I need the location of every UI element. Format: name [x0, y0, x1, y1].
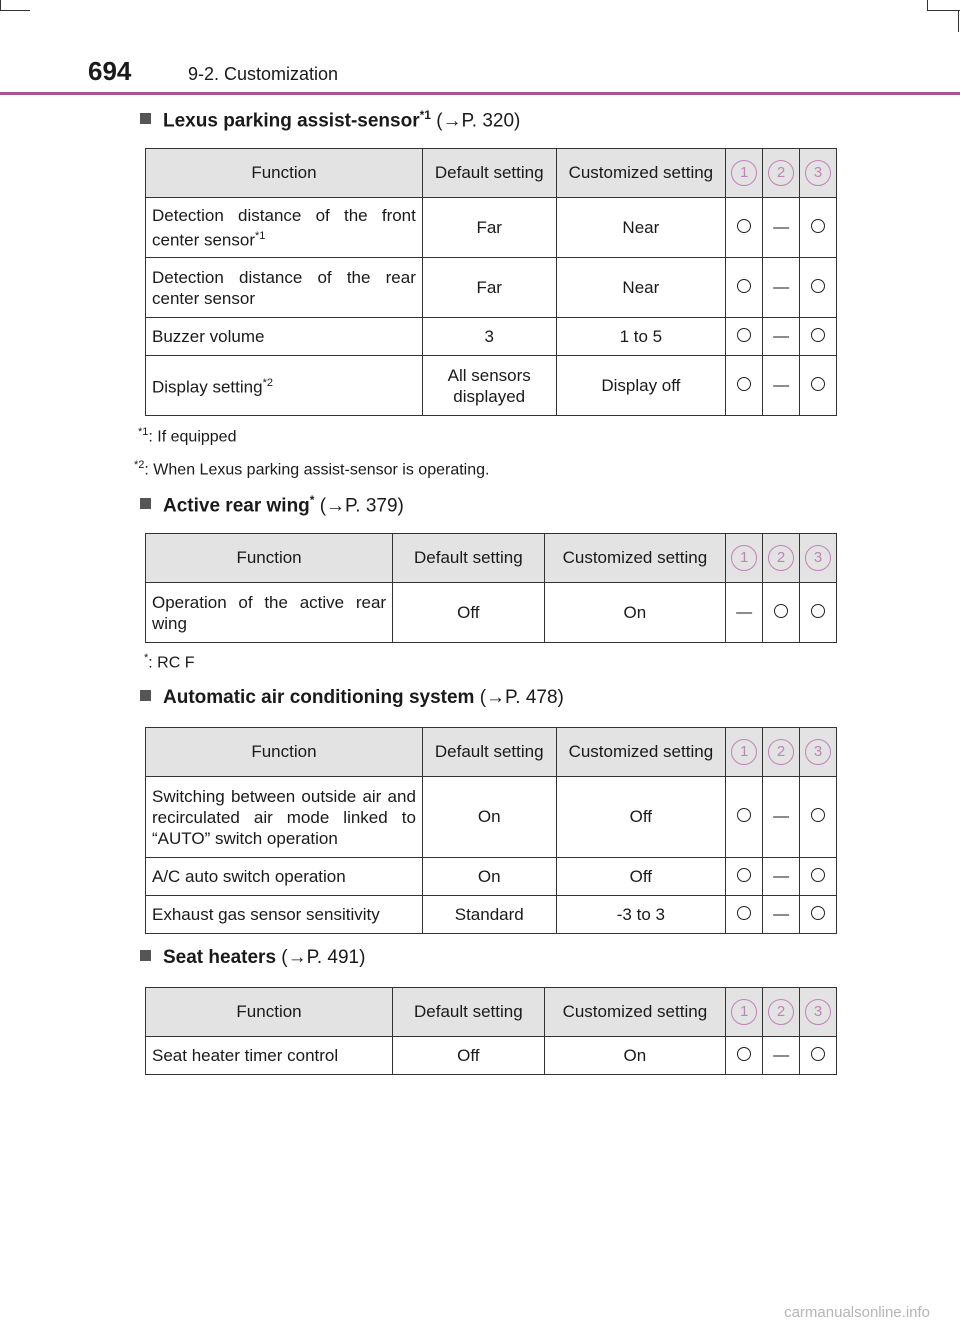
mark-cell [800, 777, 837, 858]
circled-number-2: 2 [768, 160, 794, 186]
table-header-row [146, 728, 837, 777]
circle-mark [811, 868, 825, 882]
mark-cell [800, 258, 837, 318]
heading-text: Lexus parking assist-sensor [163, 110, 420, 132]
col-default: Default setting [393, 534, 545, 583]
heading-sup: * [309, 493, 315, 507]
heading-bullet [140, 113, 151, 124]
col-3 [800, 988, 837, 1037]
custom-cell: On [544, 583, 726, 643]
table-header-row [146, 534, 837, 583]
default-cell: Off [393, 583, 545, 643]
heading-sup: *1 [419, 108, 431, 122]
mark-cell: — [763, 356, 800, 416]
col-function: Function [146, 728, 423, 777]
heading-bullet [140, 498, 151, 509]
heading-ref: (→P. 478) [479, 687, 564, 708]
mark-cell: — [763, 318, 800, 356]
heading-bullet [140, 690, 151, 701]
table-air-conditioning [145, 727, 837, 934]
footnote-mark: *2 [134, 459, 145, 471]
circled-number-2: 2 [768, 545, 794, 571]
circle-mark [811, 1047, 825, 1061]
mark-cell [800, 356, 837, 416]
circled-number-1: 1 [731, 160, 757, 186]
table-seat-heaters [145, 987, 837, 1075]
default-cell: Far [422, 198, 556, 258]
mark-cell [800, 1037, 837, 1075]
default-cell: Far [422, 258, 556, 318]
col-3 [800, 149, 837, 198]
mark-cell [726, 858, 763, 896]
mark-cell [800, 198, 837, 258]
heading-ref: (→P. 491) [281, 947, 366, 968]
col-custom: Customized setting [556, 728, 726, 777]
mark-cell: — [726, 583, 763, 643]
col-2 [763, 149, 800, 198]
circle-mark [811, 328, 825, 342]
custom-cell: Display off [556, 356, 726, 416]
col-function: Function [146, 988, 393, 1037]
mark-cell: — [763, 198, 800, 258]
mark-cell: — [763, 1037, 800, 1075]
mark-cell: — [763, 777, 800, 858]
circle-mark [737, 219, 751, 233]
table-row [146, 896, 837, 934]
function-cell: Operation of the active rear wing [146, 583, 393, 643]
table-rear-wing [145, 533, 837, 643]
mark-cell [726, 896, 763, 934]
custom-cell: On [544, 1037, 726, 1075]
default-cell: 3 [422, 318, 556, 356]
function-cell: Buzzer volume [146, 318, 423, 356]
custom-cell: Off [556, 858, 726, 896]
footnote-1 [138, 426, 236, 446]
mark-cell: — [763, 896, 800, 934]
circle-mark [737, 1047, 751, 1061]
table-header-row [146, 149, 837, 198]
col-function: Function [146, 534, 393, 583]
footnote-mark: * [144, 652, 149, 664]
col-2 [763, 534, 800, 583]
table-row [146, 258, 837, 318]
mark-cell [800, 583, 837, 643]
footnote-mark: *1 [138, 426, 149, 438]
circle-mark [737, 868, 751, 882]
table-parking-assist [145, 148, 837, 416]
circled-number-1: 1 [731, 999, 757, 1025]
header-rule [0, 92, 960, 95]
page-header [0, 0, 960, 96]
table-row [146, 198, 837, 258]
heading-rear-wing [140, 493, 404, 517]
table-row [146, 356, 837, 416]
footnote-2 [134, 459, 489, 479]
circle-mark [737, 377, 751, 391]
heading-text: Active rear wing [163, 495, 310, 517]
circle-mark [737, 328, 751, 342]
default-cell: Standard [422, 896, 556, 934]
circled-number-1: 1 [731, 739, 757, 765]
mark-cell [726, 318, 763, 356]
default-cell: On [422, 858, 556, 896]
circle-mark [811, 808, 825, 822]
circled-number-2: 2 [768, 999, 794, 1025]
circle-mark [811, 906, 825, 920]
footnote-text: : RC F [148, 654, 195, 672]
footnote-3 [144, 652, 195, 672]
table-row [146, 777, 837, 858]
mark-cell [800, 858, 837, 896]
circle-mark [811, 377, 825, 391]
table-row [146, 1037, 837, 1075]
function-cell: Seat heater timer control [146, 1037, 393, 1075]
mark-cell [800, 896, 837, 934]
circle-mark [774, 604, 788, 618]
function-cell: A/C auto switch operation [146, 858, 423, 896]
circle-mark [811, 219, 825, 233]
mark-cell [726, 356, 763, 416]
col-3 [800, 534, 837, 583]
table-header-row [146, 988, 837, 1037]
custom-cell: Near [556, 198, 726, 258]
heading-seat-heaters [140, 947, 365, 969]
col-2 [763, 728, 800, 777]
heading-text: Automatic air conditioning system [163, 687, 475, 708]
col-custom: Customized setting [544, 534, 726, 583]
section-title: 9-2. Customization [188, 64, 339, 84]
col-1 [726, 534, 763, 583]
circled-number-3: 3 [805, 739, 831, 765]
mark-cell: — [763, 858, 800, 896]
col-custom: Customized setting [544, 988, 726, 1037]
circled-number-2: 2 [768, 739, 794, 765]
heading-parking-assist [140, 108, 520, 132]
heading-air-conditioning [140, 687, 564, 709]
circle-mark [811, 279, 825, 293]
col-1 [726, 988, 763, 1037]
col-1 [726, 728, 763, 777]
col-default: Default setting [393, 988, 545, 1037]
col-custom: Customized setting [556, 149, 726, 198]
circled-number-3: 3 [805, 999, 831, 1025]
footnote-text: : When Lexus parking assist-sensor is operating. [144, 461, 490, 479]
circled-number-3: 3 [805, 545, 831, 571]
circled-number-1: 1 [731, 545, 757, 571]
page-number: 694 [88, 56, 132, 86]
mark-cell: — [763, 258, 800, 318]
circle-mark [811, 604, 825, 618]
custom-cell: 1 to 5 [556, 318, 726, 356]
mark-cell [726, 1037, 763, 1075]
function-cell: Detection distance of the rear center sensor [146, 258, 423, 318]
heading-bullet [140, 950, 151, 961]
table-row [146, 583, 837, 643]
mark-cell [726, 198, 763, 258]
mark-cell [726, 258, 763, 318]
col-2 [763, 988, 800, 1037]
watermark: carmanualsonline.info [784, 1304, 930, 1321]
col-function: Function [146, 149, 423, 198]
circle-mark [737, 906, 751, 920]
col-3 [800, 728, 837, 777]
function-cell: Exhaust gas sensor sensitivity [146, 896, 423, 934]
function-cell: Display setting$^{*2}$ [146, 356, 423, 416]
custom-cell: Near [556, 258, 726, 318]
function-cell: Detection distance of the front center sensor$^{*1}$ [146, 198, 423, 258]
col-1 [726, 149, 763, 198]
heading-ref: (→P. 379) [319, 495, 404, 517]
footnote-text: : If equipped [148, 428, 237, 446]
circle-mark [737, 279, 751, 293]
default-cell: Off [393, 1037, 545, 1075]
table-row [146, 858, 837, 896]
table-row [146, 318, 837, 356]
heading-ref: (→P. 320) [436, 110, 521, 132]
custom-cell: -3 to 3 [556, 896, 726, 934]
default-cell: All sensors displayed [422, 356, 556, 416]
function-cell: Switching between outside air and recirculated air mode linked to “AUTO” switch operation [146, 777, 423, 858]
mark-cell [726, 777, 763, 858]
circled-number-3: 3 [805, 160, 831, 186]
col-default: Default setting [422, 149, 556, 198]
default-cell: On [422, 777, 556, 858]
col-default: Default setting [422, 728, 556, 777]
mark-cell [800, 318, 837, 356]
heading-text: Seat heaters [163, 947, 277, 968]
circle-mark [737, 808, 751, 822]
mark-cell [763, 583, 800, 643]
custom-cell: Off [556, 777, 726, 858]
